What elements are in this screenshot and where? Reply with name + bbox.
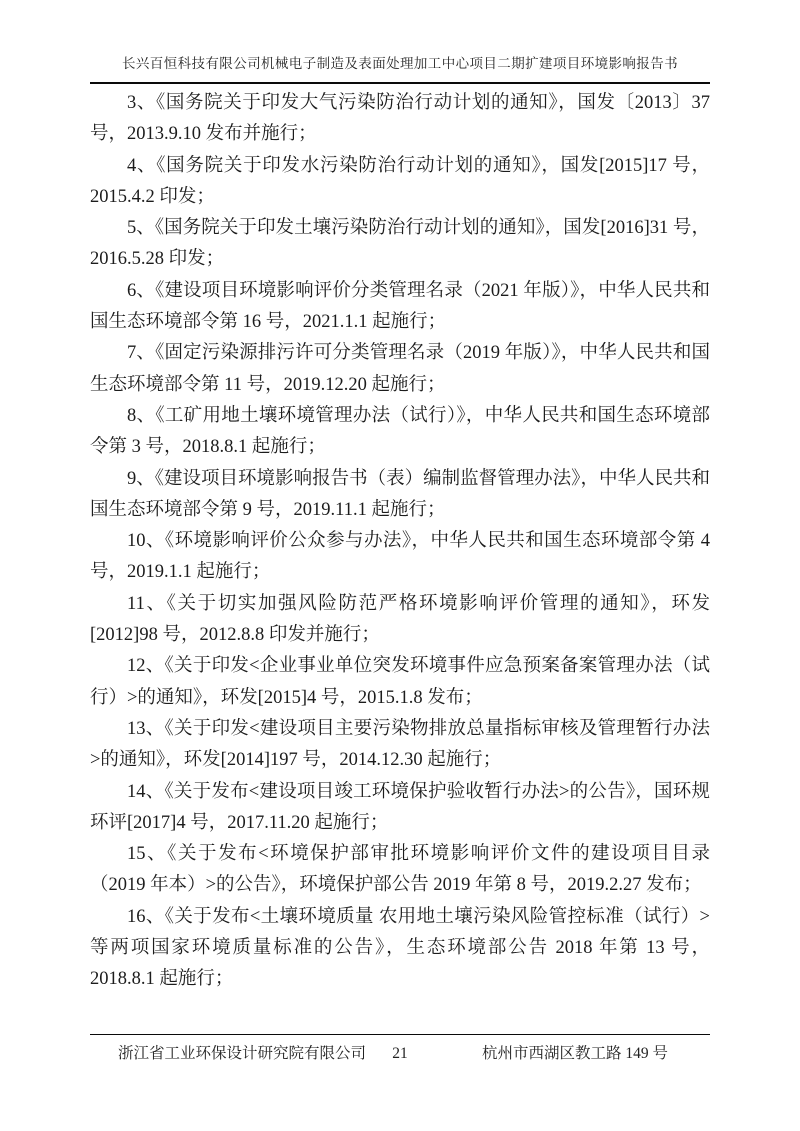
regulation-item: 7、《固定污染源排污许可分类管理名录（2019 年版）》，中华人民共和国生态环境部令第 11 号，2019.12.20 起施行； bbox=[90, 343, 710, 395]
report-header-title: 长兴百恒科技有限公司机械电子制造及表面处理加工中心项目二期扩建项目环境影响报告书 bbox=[90, 52, 710, 84]
regulation-item: 11、《关于切实加强风险防范严格环境影响评价管理的通知》，环发[2012]98 号，2012.8.8 印发并施行； bbox=[90, 593, 710, 646]
footer-page-number: 21 bbox=[392, 1045, 408, 1062]
page-footer bbox=[90, 1034, 710, 1063]
footer-company-name: 浙江省工业环保设计研究院有限公司 bbox=[118, 1045, 367, 1062]
regulation-item: 14、《关于发布<建设项目竣工环境保护验收暂行办法>的公告》，国环规环评[2017]4 号，2017.11.20 起施行； bbox=[90, 781, 710, 833]
regulation-item: 12、《关于印发<企业事业单位突发环境事件应急预案备案管理办法（试行）>的通知》，环发[2015]4 号，2015.1.8 发布； bbox=[90, 656, 710, 708]
regulation-item: 10、《环境影响评价公众参与办法》，中华人民共和国生态环境部令第 4 号，2019.1.1 起施行； bbox=[90, 531, 710, 583]
regulation-item: 3、《国务院关于印发大气污染防治行动计划的通知》，国发〔2013〕37 号，2013.9.10 发布并施行； bbox=[90, 93, 710, 145]
regulation-item: 13、《关于印发<建设项目主要污染物排放总量指标审核及管理暂行办法>的通知》，环发[2014]197 号，2014.12.30 起施行； bbox=[90, 718, 710, 771]
regulation-item: 6、《建设项目环境影响评价分类管理名录（2021 年版）》，中华人民共和国生态环境部令第 16 号，2021.1.1 起施行； bbox=[90, 280, 710, 333]
regulation-item: 9、《建设项目环境影响报告书（表）编制监督管理办法》，中华人民共和国生态环境部令第 9 号，2019.11.1 起施行； bbox=[90, 468, 710, 520]
footer-address: 杭州市西湖区教工路 149 号 bbox=[481, 1045, 668, 1062]
regulation-item: 15、《关于发布<环境保护部审批环境影响评价文件的建设项目目录（2019 年本）>的公告》，环境保护部公告 2019 年第 8 号，2019.2.27 发布； bbox=[90, 844, 710, 896]
regulation-item: 16、《关于发布<土壤环境质量 农用地土壤污染风险管控标准（试行）>等两项国家环境质量标准的公告》，生态环境部公告 2018 年第 13 号，2018.8.1 起施行； bbox=[90, 906, 710, 990]
regulation-item: 4、《国务院关于印发水污染防治行动计划的通知》，国发[2015]17 号，2015.4.2 印发； bbox=[90, 155, 710, 207]
regulation-item: 8、《工矿用地土壤环境管理办法（试行）》，中华人民共和国生态环境部令第 3 号，2018.8.1 起施行； bbox=[90, 405, 710, 458]
regulation-item: 5、《国务院关于印发土壤污染防治行动计划的通知》，国发[2016]31 号，2016.5.28 印发； bbox=[90, 218, 710, 270]
regulation-list bbox=[90, 88, 710, 996]
